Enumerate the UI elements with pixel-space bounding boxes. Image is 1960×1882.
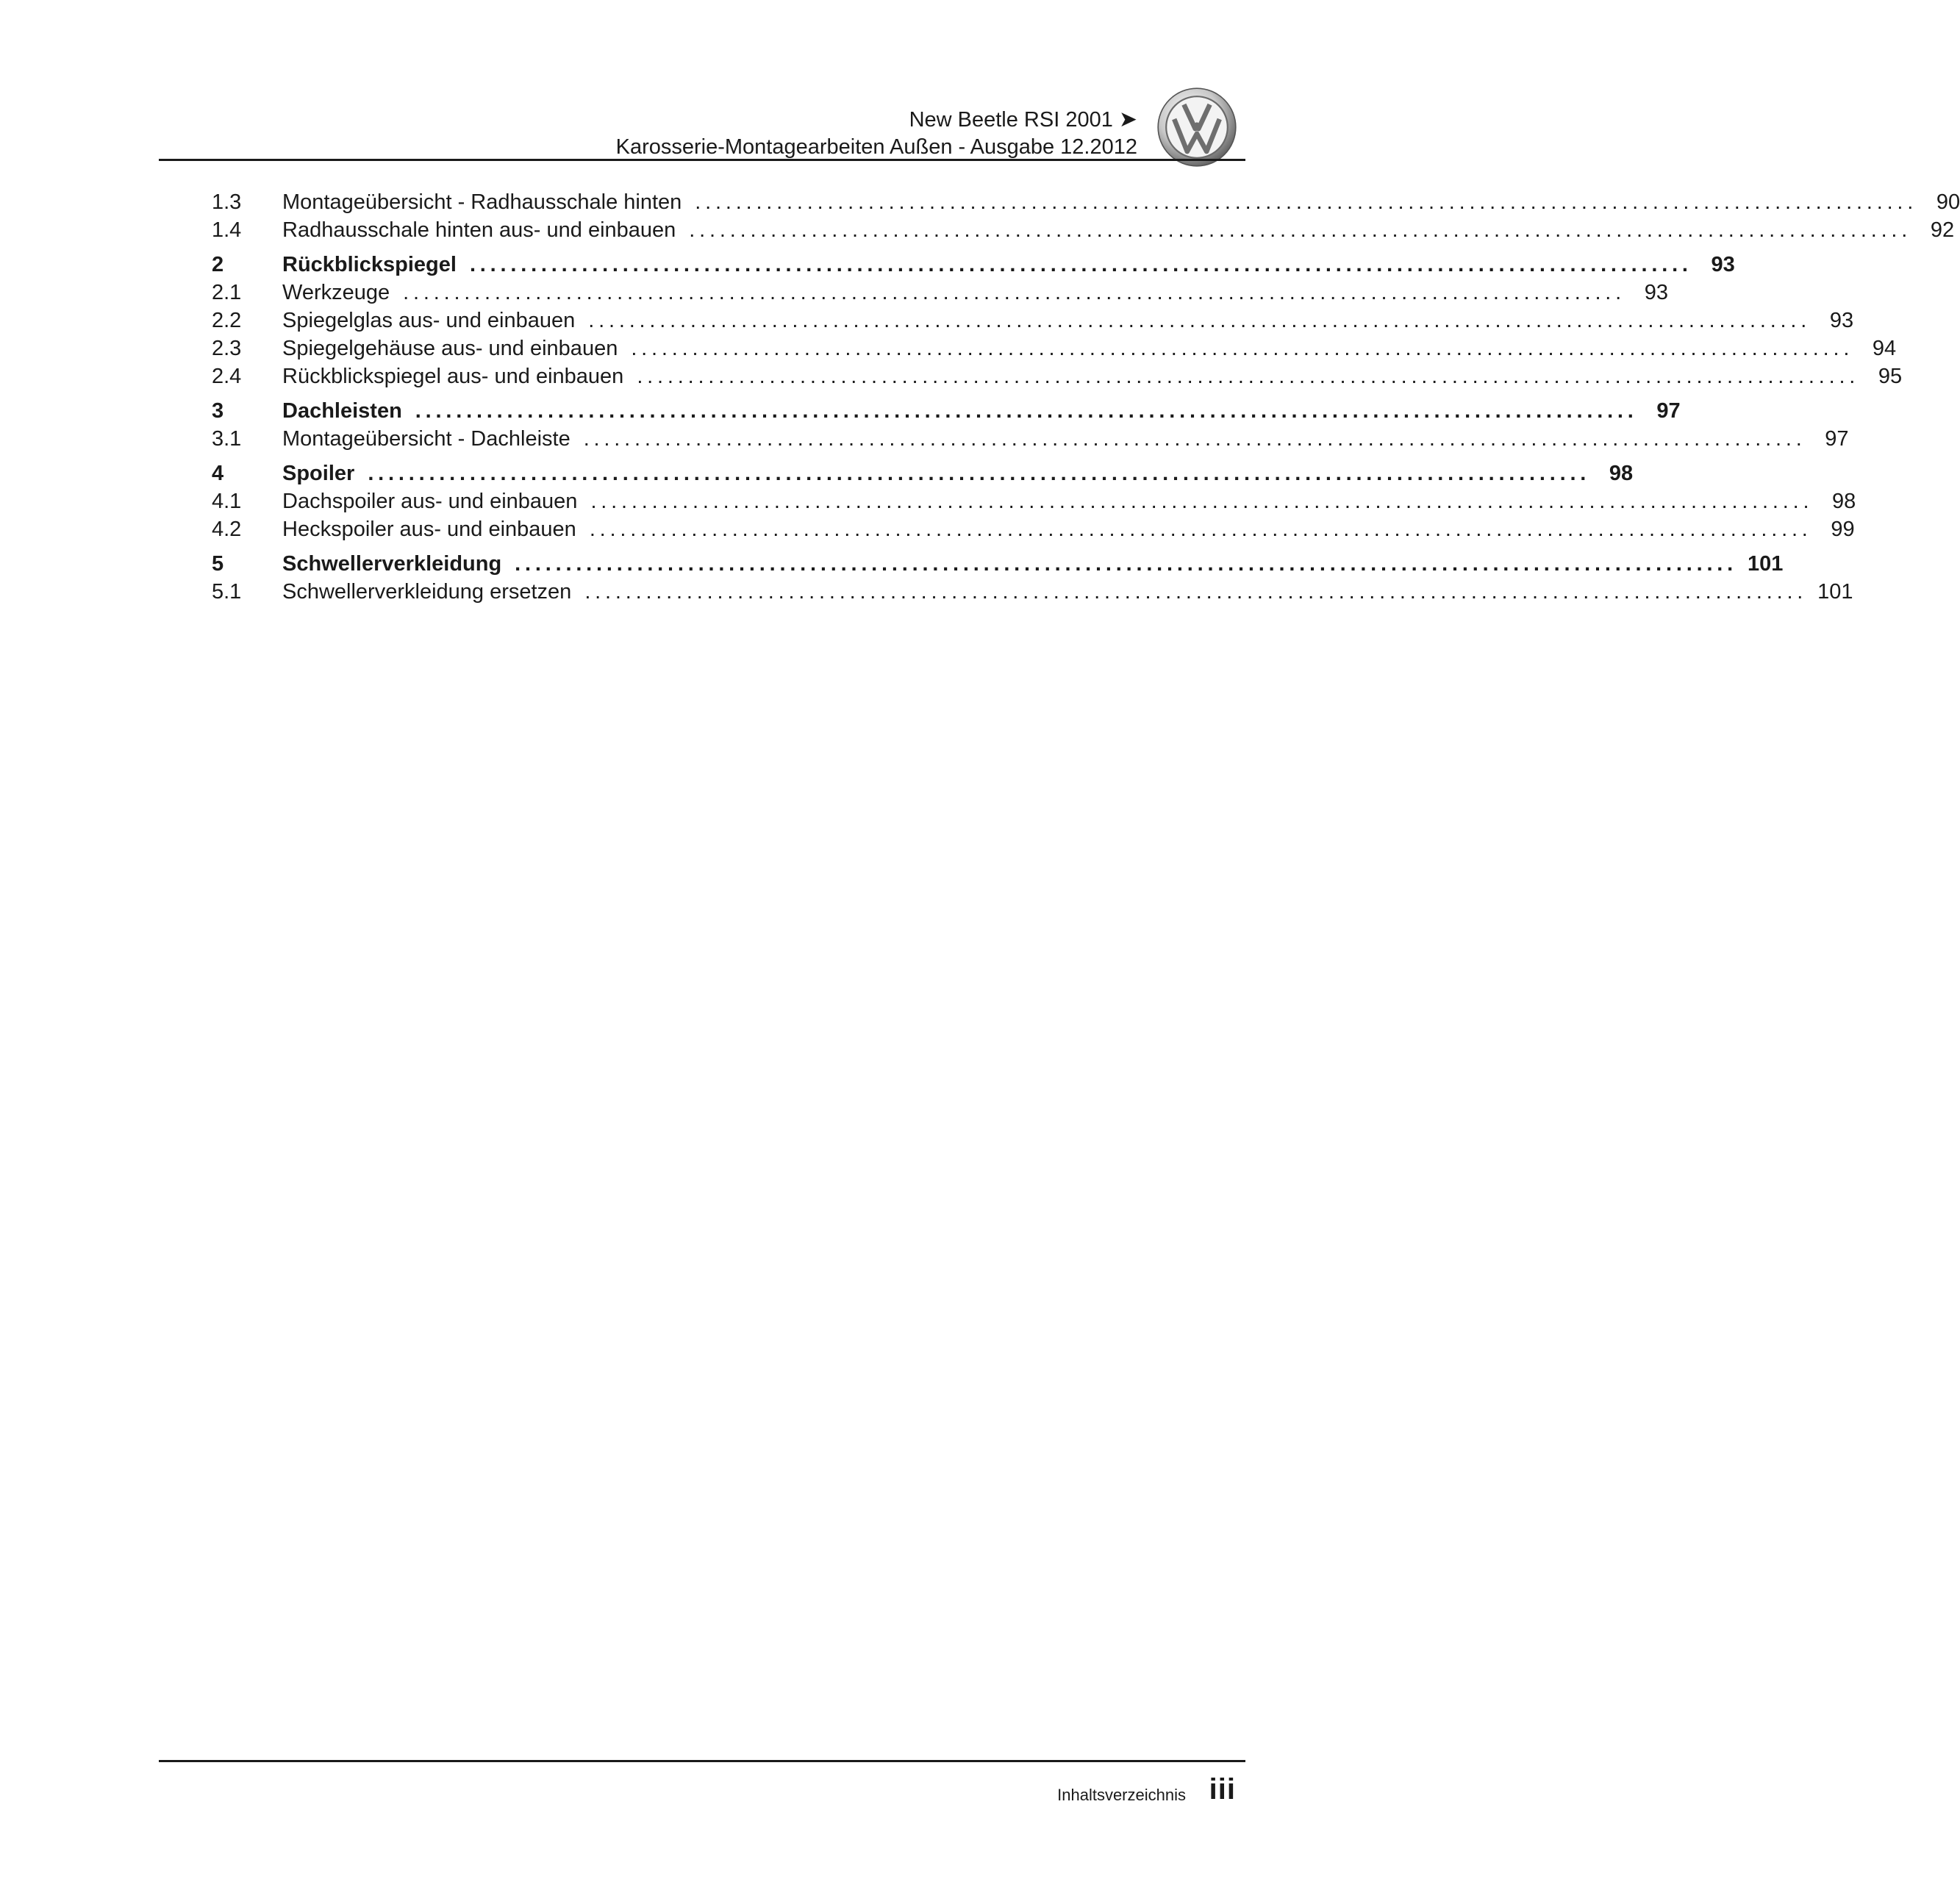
- toc-entry-page: 95: [1878, 365, 1903, 388]
- toc-entry-number: 2.2: [212, 309, 242, 332]
- toc-entry[interactable]: [212, 459, 1634, 487]
- toc-entry-line: [282, 425, 1849, 453]
- toc-entry-number: 5.1: [212, 580, 242, 604]
- toc-entry-line: [282, 216, 1955, 244]
- toc-entry[interactable]: [212, 487, 1856, 515]
- dot-leader: ........................................................................................................................: [368, 462, 1591, 485]
- toc-entry-number: 2: [212, 253, 224, 276]
- footer-section-label: Inhaltsverzeichnis: [1057, 1786, 1186, 1804]
- toc-entry-number: 4: [212, 462, 224, 485]
- toc-entry[interactable]: [212, 397, 1681, 425]
- dot-leader: ........................................................................................................................: [515, 552, 1738, 576]
- toc-entry-title: Heckspoiler aus- und einbauen: [282, 518, 576, 541]
- dot-leader: ........................................................................................................................: [695, 190, 1918, 214]
- toc-entry-line: [282, 307, 1854, 334]
- toc-entry-title: Dachleisten: [282, 399, 402, 423]
- arrow-right-icon: ➤: [1118, 107, 1137, 132]
- toc-entry-title: Spoiler: [282, 462, 355, 485]
- toc-entry-line: [282, 487, 1856, 515]
- toc-entry-line: [282, 550, 1784, 578]
- dot-leader: ........................................................................................................................: [403, 281, 1626, 304]
- toc-entry-title: Rückblickspiegel: [282, 253, 457, 276]
- toc-entry-page: 97: [1825, 427, 1849, 451]
- toc-entry[interactable]: [212, 334, 1897, 362]
- toc-entry[interactable]: [212, 425, 1849, 453]
- toc-entry-page: 93: [1829, 309, 1854, 332]
- toc-entry-title: Werkzeuge: [282, 281, 390, 304]
- toc-entry-number: 3.1: [212, 427, 242, 451]
- dot-leader: ........................................................................................................................: [469, 253, 1692, 276]
- toc-entry-page: 101: [1817, 580, 1853, 604]
- toc-entry-title: Spiegelgehäuse aus- und einbauen: [282, 337, 618, 360]
- header-rule: [159, 159, 1245, 161]
- toc-entry-page: 90: [1936, 190, 1960, 214]
- dot-leader: ........................................................................................................................: [631, 337, 1854, 360]
- toc-entry-line: [282, 251, 1735, 279]
- toc-entry-title: Montageübersicht - Radhausschale hinten: [282, 190, 682, 214]
- toc-entry-number: 4.1: [212, 490, 242, 513]
- toc-entry-number: 4.2: [212, 518, 242, 541]
- toc-entry-page: 98: [1832, 490, 1856, 513]
- toc-entry-line: [282, 188, 1960, 216]
- toc-entry-number: 5: [212, 552, 224, 576]
- toc-entry-title: Dachspoiler aus- und einbauen: [282, 490, 578, 513]
- toc-entry-title: Rückblickspiegel aus- und einbauen: [282, 365, 624, 388]
- footer-page-number: iii: [1209, 1773, 1236, 1806]
- dot-leader: ........................................................................................................................: [583, 427, 1806, 451]
- vw-logo-icon: [1156, 87, 1237, 168]
- toc-entry[interactable]: [212, 550, 1784, 578]
- footer-rule: [159, 1760, 1245, 1762]
- toc-entry[interactable]: [212, 307, 1854, 334]
- toc-entry[interactable]: [212, 251, 1735, 279]
- toc-entry-title: Schwellerverkleidung ersetzen: [282, 580, 572, 604]
- toc-entry-page: 92: [1930, 218, 1955, 242]
- toc-entry-number: 1.3: [212, 190, 242, 214]
- toc-entry-line: [282, 578, 1853, 606]
- dot-leader: ........................................................................................................................: [589, 518, 1812, 541]
- toc-entry-number: 3: [212, 399, 224, 423]
- toc-entry-line: [282, 397, 1681, 425]
- toc-entry[interactable]: [212, 216, 1955, 244]
- toc-entry-page: 93: [1644, 281, 1669, 304]
- toc-entry-number: 1.4: [212, 218, 242, 242]
- toc-entry-page: 93: [1711, 253, 1735, 276]
- header-subtitle: Karosserie-Montagearbeiten Außen - Ausgabe 12.2012: [615, 135, 1137, 159]
- toc-entry-page: 97: [1656, 399, 1681, 423]
- toc-entry[interactable]: [212, 279, 1669, 307]
- toc-entry-line: [282, 459, 1634, 487]
- toc-entry-line: [282, 515, 1855, 543]
- toc-entry[interactable]: [212, 362, 1903, 390]
- table-of-contents: [212, 188, 1960, 606]
- toc-entry-line: [282, 334, 1897, 362]
- toc-entry-page: 98: [1609, 462, 1634, 485]
- dot-leader: ........................................................................................................................: [590, 490, 1814, 513]
- toc-entry-page: 99: [1831, 518, 1855, 541]
- toc-entry-title: Schwellerverkleidung: [282, 552, 502, 576]
- toc-entry-page: 101: [1748, 552, 1784, 576]
- toc-entry-title: Radhausschale hinten aus- und einbauen: [282, 218, 676, 242]
- toc-entry-title: Montageübersicht - Dachleiste: [282, 427, 571, 451]
- dot-leader: ........................................................................................................................: [588, 309, 1811, 332]
- toc-entry-number: 2.3: [212, 337, 242, 360]
- dot-leader: ........................................................................................................................: [689, 218, 1912, 242]
- header-model: [909, 107, 1137, 132]
- toc-entry-page: 94: [1872, 337, 1897, 360]
- toc-entry-number: 2.4: [212, 365, 242, 388]
- toc-entry[interactable]: [212, 188, 1960, 216]
- dot-leader: ........................................................................................................................: [415, 399, 1638, 423]
- toc-entry-number: 2.1: [212, 281, 242, 304]
- dot-leader: ........................................................................................................................: [637, 365, 1860, 388]
- toc-entry-title: Spiegelglas aus- und einbauen: [282, 309, 576, 332]
- header-model-text: New Beetle RSI 2001: [909, 108, 1113, 132]
- toc-entry[interactable]: [212, 515, 1855, 543]
- dot-leader: ........................................................................................................................: [584, 580, 1808, 604]
- toc-entry-line: [282, 279, 1669, 307]
- toc-entry-line: [282, 362, 1903, 390]
- toc-entry[interactable]: [212, 578, 1853, 606]
